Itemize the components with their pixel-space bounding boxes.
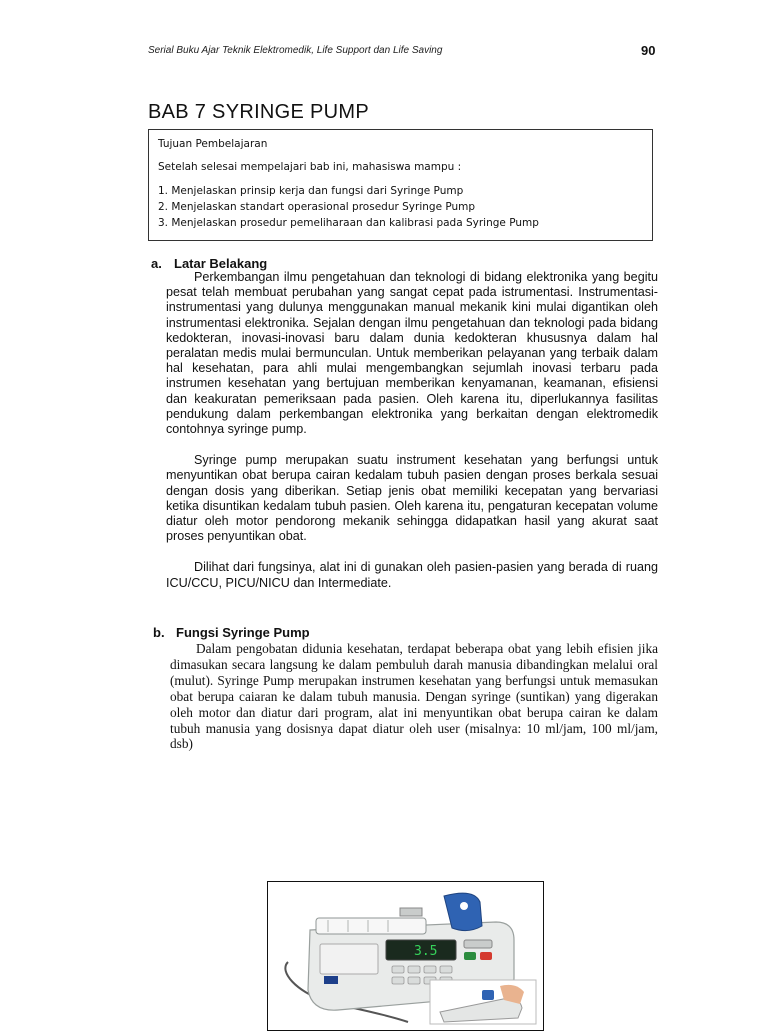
inset-plunger [482,990,494,1000]
section-b-marker: b. [153,625,165,640]
learning-objectives-box [148,129,653,241]
section-b-title: Fungsi Syringe Pump [176,625,310,640]
objectives-intro: Setelah selesai mempelajari bab ini, mahasiswa mampu : [158,161,462,173]
section-a-paragraph: Dilihat dari fungsinya, alat ini di gunakan oleh pasien-pasien yang berada di ruang ICU/CCU, PICU/NICU dan Intermediate. [166,560,658,590]
syringe-pump-illustration [268,882,542,1029]
start-button [464,952,476,960]
display-readout: 3.5 [414,944,438,959]
objective-item: 1. Menjelaskan prinsip kerja dan fungsi dari Syringe Pump [158,185,464,197]
chapter-title: BAB 7 SYRINGE PUMP [148,101,370,123]
section-a-body [166,270,658,607]
section-b-heading [153,625,310,640]
stop-button [480,952,492,960]
objectives-list [158,185,643,229]
section-a-heading [151,256,267,271]
section-a-marker: a. [151,256,162,271]
section-a-paragraph: Syringe pump merupakan suatu instrument kesehatan yang berfungsi untuk menyuntikan obat berupa cairan kedalam tubuh pasien dengan proses berkala sesuai dengan dosis yang diberikan. Setiap jenis obat memiliki kecepatan yang bervariasi ketika disuntikan kedalam tubuh pasien. Oleh karena itu, pengaturan kecepatan volume diatur oleh motor pendorong mekanik sehingga didapatkan hasil yang akurat saat proses penyuntikan obat. [166,453,658,544]
pump-button [464,940,492,948]
plunger-rod [400,908,422,916]
syringe-barrel [316,918,426,934]
page-number: 90 [641,43,656,58]
objective-item: 3. Menjelaskan prosedur pemeliharaan dan kalibrasi pada Syringe Pump [158,217,539,229]
label-panel [320,944,378,974]
objectives-heading: Tujuan Pembelajaran [158,138,268,150]
section-a-title: Latar Belakang [174,256,268,271]
section-b-body [170,641,658,752]
objective-item: 2. Menjelaskan standart operasional prosedur Syringe Pump [158,201,476,213]
syringe-pump-figure [267,881,544,1031]
section-b-paragraph: Dalam pengobatan didunia kesehatan, terdapat beberapa obat yang lebih efisien jika dimasukan secara langsung ke dalam pembuluh darah manusia dibandingkan melalui oral (mulut). Syringe Pump merupakan instrumen kesehatan yang berfungsi untuk memasukan obat berupa caiaran ke dalam tubuh manusia. Dengan syringe (suntikan) yang digerakan oleh motor dan diatur dari program, alat ini menyuntikan obat berupa cairan ke dalam tubuh manusia yang dosisnya dapat diatur oleh user (misalnya: 10 ml/jam, 100 ml/jam, dsb) [170,641,658,752]
running-header-series-title: Serial Buku Ajar Teknik Elektromedik, Life Support dan Life Saving [148,45,443,56]
section-a-paragraph: Perkembangan ilmu pengetahuan dan teknologi di bidang elektronika yang begitu pesat telah membuat perubahan yang sangat cepat pada istrumentasi. Instrumentasi-instrumentasi yang dulunya menggunakan manual mekanik kini mulai digantikan oleh instrumentasi elektronika. Sejalan dengan ilmu pengetahuan dan teknologi pada bidang kedokteran, inovasi-inovasi baru dalam dunia kedokteran khususnya dalam hal peralatan medis mulai bermunculan. Untuk memberikan pelayanan yang terbaik dalam hal kesehatan, para ahli mulai mengembangkan sejumlah inovasi terbaru pada instrumen kesehatan yang bertujuan memberikan kenyamanan, keamanan, efisiensi dan keakuratan pemeriksaan pada pasien. Oleh karena itu, diperlukannya fasilitas pendukung dalam perkembangan elektronika yang berkaitan dengan elektromedik contohnya syringe pump. [166,270,658,437]
brand-logo [324,976,338,984]
plunger-holder-mark [460,902,468,910]
